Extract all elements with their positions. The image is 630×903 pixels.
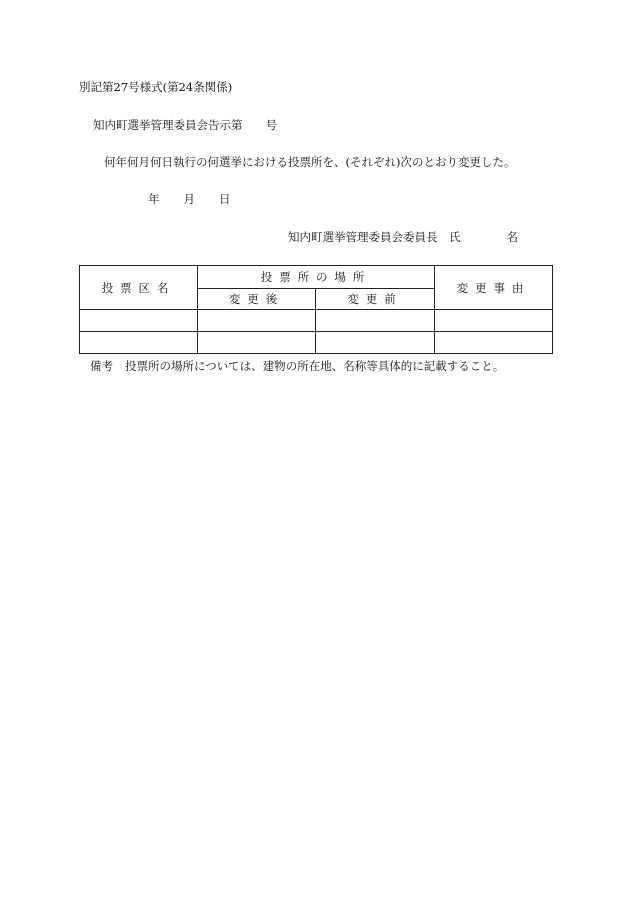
header-location-group: 投票所の場所 [198,266,435,289]
notice-number: 知内町選挙管理委員会告示第 号 [93,118,277,132]
remarks-label: 備考 [90,359,113,373]
polling-place-table [79,265,553,354]
table-cell [80,310,198,332]
table-row [80,332,553,354]
remarks-text: 投票所の場所については、建物の所在地、名称等具体的に記載すること。 [125,359,505,373]
table-cell [316,332,435,354]
date-year: 年 [148,192,160,206]
table-cell [80,332,198,354]
signature-name-suffix: 名 [506,230,518,244]
header-reason: 変更事由 [435,266,553,310]
header-before: 変更前 [316,289,435,310]
form-reference: 別記第27号様式(第24条関係) [79,80,233,94]
signature-title: 知内町選挙管理委員会委員長 氏 [288,230,461,244]
table-header-row [80,266,553,289]
date-month: 月 [183,192,195,206]
notice-body-text: 何年何月何日執行の何選挙における投票所を、(それぞれ)次のとおり変更した。 [104,155,516,169]
date-day: 日 [219,192,231,206]
table-cell [435,332,553,354]
table-cell [435,310,553,332]
table-cell [198,310,316,332]
remarks-line [90,359,504,373]
table-row [80,310,553,332]
table-cell [198,332,316,354]
header-after: 変更後 [198,289,316,310]
table-cell [316,310,435,332]
signature-line [288,230,518,244]
date-line [148,192,231,206]
header-district: 投票区名 [80,266,198,310]
